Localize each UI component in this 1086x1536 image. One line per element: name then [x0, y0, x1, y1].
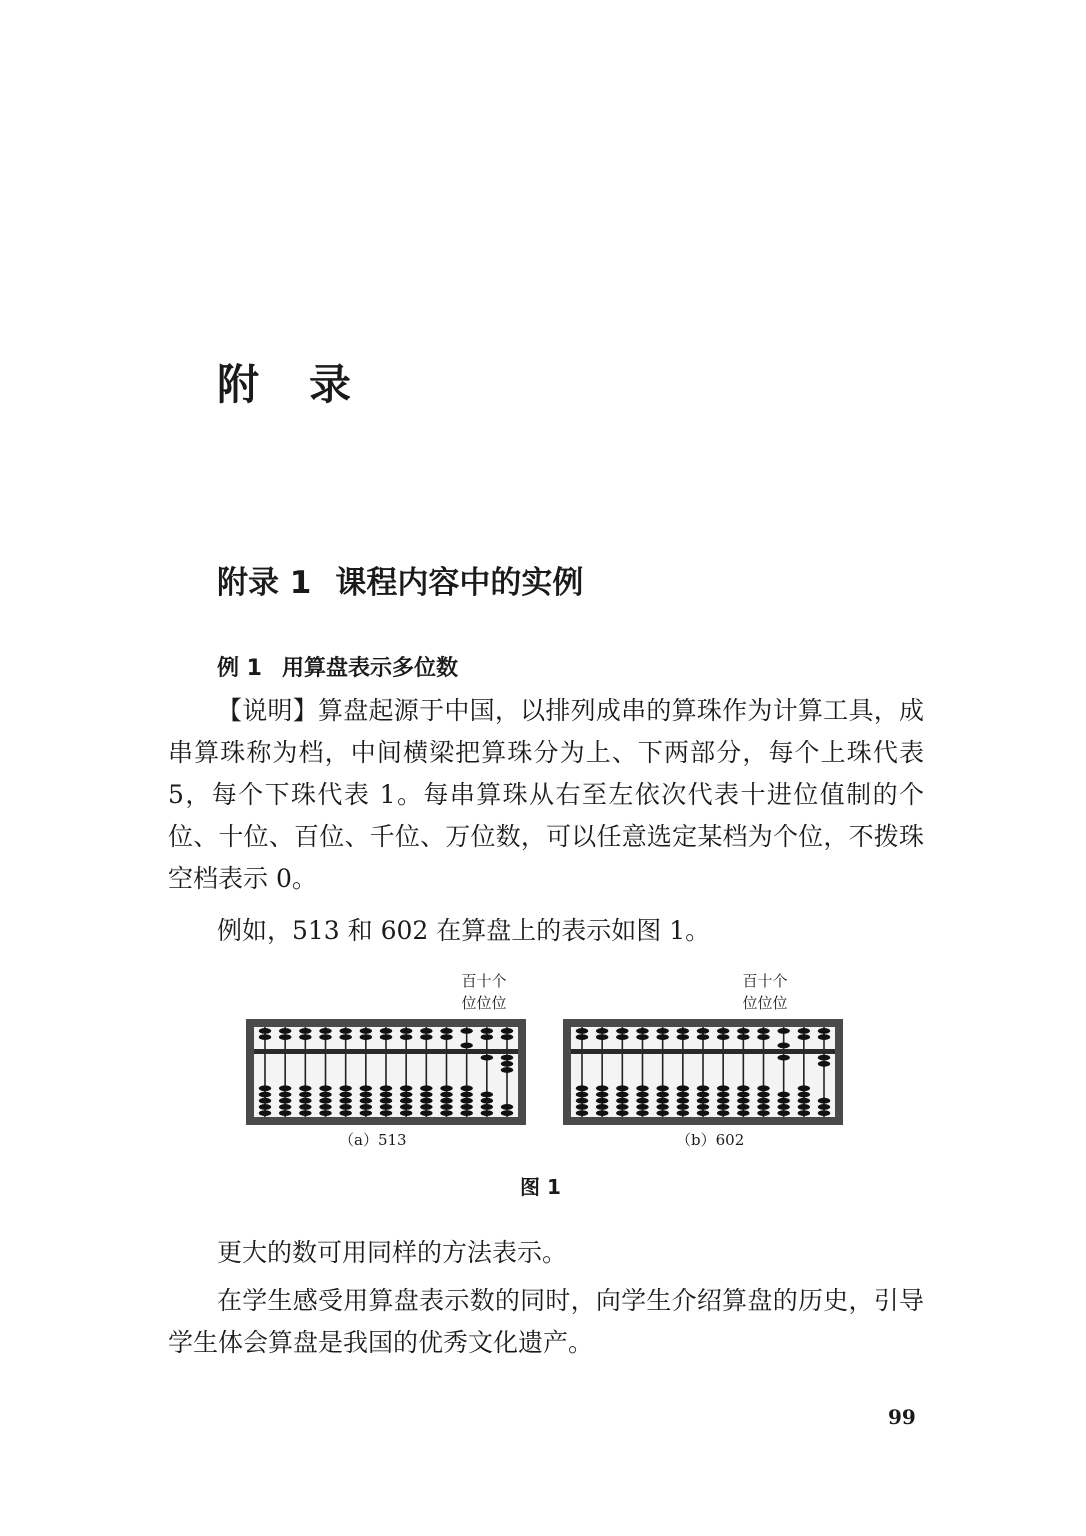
lower-bead [420, 1085, 432, 1091]
abacus-beam [571, 1049, 835, 1054]
lower-bead [616, 1085, 628, 1091]
lower-bead [481, 1055, 493, 1061]
lower-bead [440, 1085, 452, 1091]
lower-bead [576, 1110, 588, 1116]
lower-bead [616, 1098, 628, 1104]
upper-bead [576, 1028, 588, 1034]
example-heading [217, 651, 458, 682]
lower-bead [360, 1104, 372, 1110]
lower-bead [319, 1085, 331, 1091]
lower-bead [737, 1110, 749, 1116]
upper-bead [460, 1043, 472, 1049]
upper-bead [636, 1028, 648, 1034]
place-value-labels-a [453, 970, 515, 1014]
lower-bead [440, 1104, 452, 1110]
lower-bead [656, 1104, 668, 1110]
upper-bead [777, 1043, 789, 1049]
lower-bead [481, 1110, 493, 1116]
upper-bead [400, 1034, 412, 1040]
upper-bead [319, 1034, 331, 1040]
lower-bead [576, 1085, 588, 1091]
upper-bead [818, 1028, 830, 1034]
lower-bead [818, 1098, 830, 1104]
place-labels-top: 百十个 [742, 972, 788, 990]
upper-bead [717, 1034, 729, 1040]
upper-bead [279, 1028, 291, 1034]
upper-bead [420, 1034, 432, 1040]
lower-bead [501, 1055, 513, 1061]
upper-bead [481, 1028, 493, 1034]
lower-bead [319, 1098, 331, 1104]
lower-bead [440, 1098, 452, 1104]
appendix-title-char-1: 附 [217, 360, 262, 409]
lower-bead [360, 1110, 372, 1116]
place-labels-top: 百十个 [461, 972, 507, 990]
lower-bead [677, 1085, 689, 1091]
lower-bead [777, 1055, 789, 1061]
upper-bead [299, 1028, 311, 1034]
upper-bead [596, 1034, 608, 1040]
place-value-labels-b [734, 970, 796, 1014]
lower-bead [757, 1092, 769, 1098]
lower-bead [737, 1104, 749, 1110]
upper-bead [818, 1034, 830, 1040]
lower-bead [299, 1092, 311, 1098]
lower-bead [717, 1110, 729, 1116]
upper-bead [636, 1034, 648, 1040]
lower-bead [420, 1092, 432, 1098]
lower-bead [798, 1098, 810, 1104]
lower-bead [440, 1092, 452, 1098]
culture-paragraph: 在学生感受用算盘表示数的同时，向学生介绍算盘的历史，引导学生体会算盘是我国的优秀文化遗产。 [168, 1286, 924, 1357]
section-title: 课程内容中的实例 [335, 565, 584, 601]
figure-caption: 图 1 [520, 1175, 561, 1199]
lower-bead [380, 1098, 392, 1104]
lower-bead [757, 1085, 769, 1091]
lower-bead [798, 1110, 810, 1116]
lower-bead [777, 1092, 789, 1098]
lower-bead [299, 1085, 311, 1091]
lower-bead [677, 1104, 689, 1110]
upper-bead [697, 1034, 709, 1040]
abacus-a-caption: （a）513 [339, 1131, 407, 1149]
lower-bead [697, 1098, 709, 1104]
lower-bead [339, 1085, 351, 1091]
lower-bead [380, 1104, 392, 1110]
lower-bead [279, 1098, 291, 1104]
lower-bead [596, 1092, 608, 1098]
lower-bead [717, 1085, 729, 1091]
upper-bead [380, 1034, 392, 1040]
place-labels-bottom: 位位位 [461, 994, 507, 1012]
upper-bead [798, 1028, 810, 1034]
lower-bead [757, 1104, 769, 1110]
lower-bead [798, 1104, 810, 1110]
upper-bead [717, 1028, 729, 1034]
lower-bead [616, 1104, 628, 1110]
upper-bead [380, 1028, 392, 1034]
lower-bead [501, 1104, 513, 1110]
upper-bead [501, 1028, 513, 1034]
lower-bead [259, 1104, 271, 1110]
lower-bead [400, 1104, 412, 1110]
lower-bead [259, 1085, 271, 1091]
lower-bead [677, 1098, 689, 1104]
upper-bead [259, 1028, 271, 1034]
upper-bead [798, 1034, 810, 1040]
lower-bead [380, 1092, 392, 1098]
lower-bead [656, 1110, 668, 1116]
page-number: 99 [888, 1405, 916, 1429]
lower-bead [259, 1110, 271, 1116]
lower-bead [360, 1092, 372, 1098]
upper-bead [656, 1034, 668, 1040]
lower-bead [656, 1085, 668, 1091]
lower-bead [460, 1092, 472, 1098]
lower-bead [279, 1092, 291, 1098]
lower-bead [616, 1110, 628, 1116]
lower-bead [501, 1061, 513, 1067]
lower-bead [339, 1098, 351, 1104]
lower-bead [420, 1110, 432, 1116]
lower-bead [481, 1104, 493, 1110]
upper-bead [259, 1034, 271, 1040]
lower-bead [717, 1104, 729, 1110]
lower-bead [576, 1104, 588, 1110]
upper-bead [360, 1028, 372, 1034]
upper-bead [777, 1028, 789, 1034]
lower-bead [481, 1098, 493, 1104]
appendix-title [217, 352, 353, 412]
lower-bead [299, 1098, 311, 1104]
lower-bead [697, 1104, 709, 1110]
upper-bead [360, 1034, 372, 1040]
lower-bead [319, 1110, 331, 1116]
lower-bead [501, 1067, 513, 1073]
lower-bead [420, 1104, 432, 1110]
lower-bead [596, 1085, 608, 1091]
lower-bead [636, 1092, 648, 1098]
upper-bead [319, 1028, 331, 1034]
lower-bead [360, 1085, 372, 1091]
upper-bead [440, 1034, 452, 1040]
lower-bead [717, 1092, 729, 1098]
example-title: 用算盘表示多位数 [281, 656, 458, 681]
lower-bead [697, 1092, 709, 1098]
lower-bead [460, 1104, 472, 1110]
lower-bead [440, 1110, 452, 1116]
lower-bead [380, 1110, 392, 1116]
lower-bead [400, 1092, 412, 1098]
upper-bead [656, 1028, 668, 1034]
upper-bead [440, 1028, 452, 1034]
lower-bead [279, 1110, 291, 1116]
upper-bead [299, 1034, 311, 1040]
lower-bead [697, 1110, 709, 1116]
upper-bead [616, 1028, 628, 1034]
lower-bead [798, 1092, 810, 1098]
upper-bead [757, 1028, 769, 1034]
place-labels-bottom: 位位位 [742, 994, 788, 1012]
lower-bead [636, 1085, 648, 1091]
lower-bead [677, 1110, 689, 1116]
example-number: 例 1 [217, 656, 262, 681]
lower-bead [576, 1098, 588, 1104]
lower-bead [636, 1104, 648, 1110]
lower-bead [798, 1085, 810, 1091]
lower-bead [400, 1098, 412, 1104]
lower-bead [818, 1061, 830, 1067]
abacus-b-illustration [563, 1019, 843, 1125]
lower-bead [400, 1085, 412, 1091]
upper-bead [596, 1028, 608, 1034]
lower-bead [339, 1110, 351, 1116]
abacus-beam [254, 1049, 518, 1054]
lower-bead [460, 1098, 472, 1104]
lower-bead [596, 1104, 608, 1110]
lower-bead [737, 1092, 749, 1098]
lower-bead [279, 1085, 291, 1091]
lower-bead [677, 1092, 689, 1098]
description-paragraph: 【说明】算盘起源于中国，以排列成串的算珠作为计算工具，成串算珠称为档，中间横梁把算珠分为上、下两部分，每个上珠代表5，每个下珠代表 1。每串算珠从右至左依次代表十进位值制的个位、十位、百位、千位、万位数，可以任意选定某档为个位，不拨珠空档表示 0。 [168, 696, 924, 893]
lower-bead [697, 1085, 709, 1091]
upper-bead [481, 1034, 493, 1040]
lower-bead [380, 1085, 392, 1091]
example-intro-paragraph: 例如，513 和 602 在算盘上的表示如图 1。 [217, 916, 711, 945]
lower-bead [777, 1104, 789, 1110]
lower-bead [737, 1098, 749, 1104]
lower-bead [818, 1104, 830, 1110]
upper-bead [420, 1028, 432, 1034]
section-number: 附录 1 [217, 565, 312, 601]
upper-bead [616, 1034, 628, 1040]
lower-bead [636, 1098, 648, 1104]
lower-bead [339, 1104, 351, 1110]
larger-numbers-paragraph: 更大的数可用同样的方法表示。 [217, 1238, 568, 1267]
lower-bead [501, 1110, 513, 1116]
lower-bead [319, 1092, 331, 1098]
upper-bead [737, 1028, 749, 1034]
lower-bead [777, 1110, 789, 1116]
lower-bead [299, 1110, 311, 1116]
upper-bead [677, 1034, 689, 1040]
upper-bead [757, 1034, 769, 1040]
lower-bead [319, 1104, 331, 1110]
lower-bead [717, 1098, 729, 1104]
upper-bead [339, 1028, 351, 1034]
section-heading [217, 557, 583, 602]
upper-bead [460, 1028, 472, 1034]
lower-bead [596, 1098, 608, 1104]
appendix-title-char-2: 录 [309, 360, 354, 409]
lower-bead [460, 1110, 472, 1116]
lower-bead [757, 1110, 769, 1116]
upper-bead [501, 1034, 513, 1040]
lower-bead [818, 1110, 830, 1116]
lower-bead [656, 1098, 668, 1104]
lower-bead [279, 1104, 291, 1110]
upper-bead [677, 1028, 689, 1034]
lower-bead [481, 1092, 493, 1098]
upper-bead [737, 1034, 749, 1040]
lower-bead [259, 1098, 271, 1104]
abacus-b-caption: （b）602 [676, 1131, 745, 1149]
upper-bead [697, 1028, 709, 1034]
upper-bead [279, 1034, 291, 1040]
upper-bead [400, 1028, 412, 1034]
lower-bead [818, 1055, 830, 1061]
lower-bead [460, 1085, 472, 1091]
lower-bead [656, 1092, 668, 1098]
lower-bead [339, 1092, 351, 1098]
lower-bead [400, 1110, 412, 1116]
lower-bead [596, 1110, 608, 1116]
upper-bead [576, 1034, 588, 1040]
lower-bead [420, 1098, 432, 1104]
lower-bead [576, 1092, 588, 1098]
lower-bead [777, 1098, 789, 1104]
lower-bead [757, 1098, 769, 1104]
abacus-a-illustration [246, 1019, 526, 1125]
lower-bead [360, 1098, 372, 1104]
lower-bead [737, 1085, 749, 1091]
lower-bead [259, 1092, 271, 1098]
lower-bead [299, 1104, 311, 1110]
lower-bead [636, 1110, 648, 1116]
lower-bead [616, 1092, 628, 1098]
upper-bead [339, 1034, 351, 1040]
